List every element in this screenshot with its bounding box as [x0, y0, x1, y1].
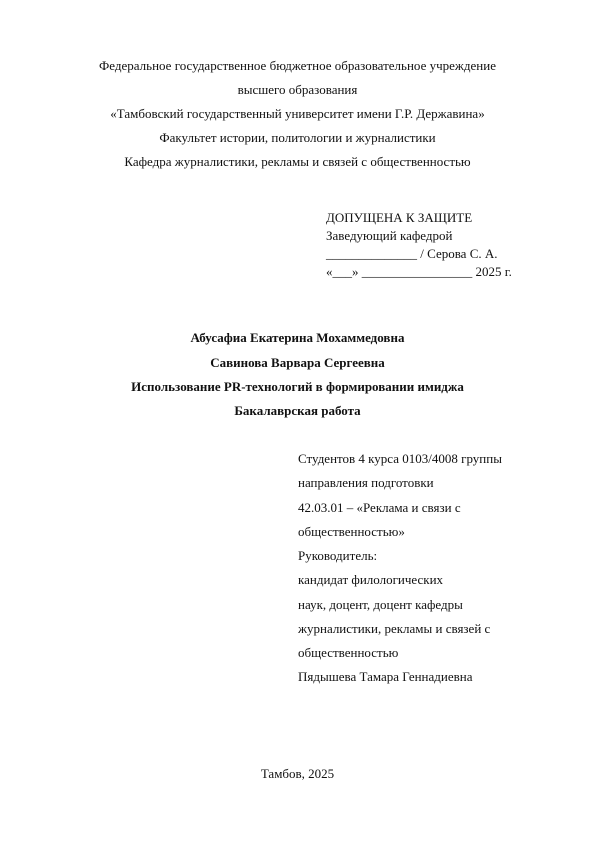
- university-name: «Тамбовский государственный университет имени Г.Р. Державина»: [110, 106, 485, 121]
- work-title: Использование PR-технологий в формировании имиджа: [131, 379, 464, 394]
- student-info-line: общественностью»: [298, 524, 405, 539]
- place-and-year: Тамбов, 2025: [260, 766, 335, 781]
- student-info-line: 42.03.01 – «Реклама и связи с: [298, 500, 461, 515]
- approval-date-line: «___» _________________ 2025 г.: [326, 264, 512, 279]
- institution-line-1: Федеральное государственное бюджетное образовательное учреждение: [99, 58, 496, 73]
- supervisor-info-line: общественностью: [298, 645, 399, 660]
- work-type: Бакалаврская работа: [234, 403, 361, 418]
- institution-line-2: высшего образования: [237, 82, 358, 97]
- approval-title: ДОПУЩЕНА К ЗАЩИТЕ: [326, 210, 473, 225]
- supervisor-info-line: журналистики, рекламы и связей с: [298, 621, 491, 636]
- faculty-name: Факультет истории, политологии и журналистики: [159, 130, 436, 145]
- author-name: Савинова Варвара Сергеевна: [210, 355, 385, 370]
- student-info-line: направления подготовки: [298, 475, 434, 490]
- supervisor-info-line: наук, доцент, доцент кафедры: [298, 597, 463, 612]
- author-name: Абусафиа Екатерина Мохаммедовна: [190, 330, 405, 345]
- approval-signature-line: ______________ / Серова С. А.: [326, 246, 498, 261]
- supervisor-name: Пядышева Тамара Геннадиевна: [298, 669, 473, 684]
- supervisor-label: Руководитель:: [298, 548, 378, 563]
- approval-position: Заведующий кафедрой: [326, 228, 453, 243]
- department-name: Кафедра журналистики, рекламы и связей с общественностью: [124, 154, 471, 169]
- student-info-line: Студентов 4 курса 0103/4008 группы: [298, 451, 502, 466]
- supervisor-info-line: кандидат филологических: [298, 572, 444, 587]
